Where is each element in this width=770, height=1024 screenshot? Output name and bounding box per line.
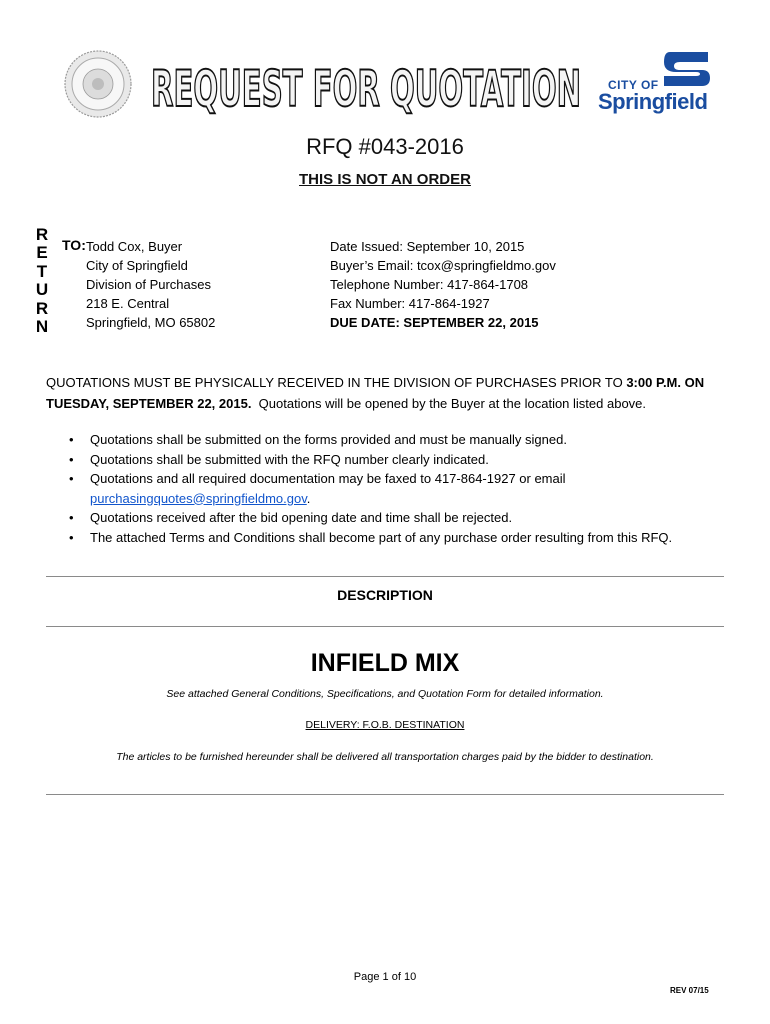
- return-letter: U: [35, 280, 49, 300]
- address-line: Division of Purchases: [86, 277, 211, 292]
- address-line: Todd Cox, Buyer: [86, 239, 183, 254]
- document-title: [148, 58, 584, 118]
- return-letter: R: [35, 225, 49, 244]
- instructions-text: QUOTATIONS MUST BE PHYSICALLY RECEIVED IN THE DIVISION OF PURCHASES PRIOR TO: [46, 375, 627, 390]
- due-date: DUE DATE: SEPTEMBER 22, 2015: [330, 315, 539, 330]
- return-letter: T: [36, 261, 48, 281]
- fax-number: Fax Number: 417-864-1927: [330, 296, 490, 311]
- logo-springfield-text: Springfield: [598, 89, 708, 114]
- logo-city-of-text: CITY OF: [608, 78, 659, 92]
- telephone-number: Telephone Number: 417-864-1708: [330, 277, 529, 292]
- return-letter: N: [35, 317, 49, 337]
- address-line: Springfield, MO 65802: [86, 315, 216, 330]
- list-item-text: Quotations and all required documentation may be faxed to 417-864-1927 or email: [90, 471, 566, 486]
- to-label: TO:: [62, 237, 86, 253]
- requirements-list: [66, 430, 726, 547]
- rfq-number: RFQ #043-2016: [306, 134, 464, 159]
- date-issued: Date Issued: September 10, 2015: [330, 239, 525, 254]
- return-vertical-label: [34, 226, 50, 336]
- divider: [46, 626, 724, 627]
- return-address: [86, 237, 215, 332]
- return-letter: E: [36, 243, 48, 263]
- list-item: • Quotations shall be submitted on the forms provided and must be manually signed.: [66, 430, 726, 450]
- issue-info: [330, 237, 556, 332]
- list-item: • Quotations shall be submitted with the RFQ number clearly indicated.: [66, 450, 726, 470]
- deadline-text: 3:00 P.M. ON TUESDAY, SEPTEMBER 22, 2015.: [46, 375, 705, 411]
- buyer-email: Buyer’s Email: tcox@springfieldmo.gov: [330, 258, 556, 273]
- instructions-text-end: Quotations will be opened by the Buyer at the location listed above.: [251, 396, 647, 411]
- see-attached-note: See attached General Conditions, Specifications, and Quotation Form for detailed information.: [166, 688, 604, 700]
- purchasing-email-link[interactable]: purchasingquotes@springfieldmo.gov: [90, 490, 307, 506]
- return-letter: R: [35, 298, 49, 318]
- address-line: City of Springfield: [86, 258, 188, 273]
- page-number: Page 1 of 10: [353, 971, 417, 983]
- city-seal-icon: [64, 50, 132, 118]
- not-an-order-notice: THIS IS NOT AN ORDER: [299, 171, 471, 188]
- list-item: • The attached Terms and Conditions shall become part of any purchase order resulting from this RFQ.: [66, 528, 726, 548]
- revision-code: REV 07/15: [670, 986, 709, 995]
- description-heading: DESCRIPTION: [337, 587, 433, 603]
- list-item-period: .: [306, 490, 311, 506]
- divider: [46, 794, 724, 795]
- delivery-terms: DELIVERY: F.O.B. DESTINATION: [305, 719, 465, 731]
- list-item: • Quotations received after the bid opening date and time shall be rejected.: [66, 508, 726, 528]
- address-line: 218 E. Central: [86, 296, 170, 311]
- svg-text:REQUEST FOR QUOTATION: REQUEST FOR QUOTATION: [151, 60, 581, 118]
- city-of-springfield-logo: [598, 48, 716, 114]
- list-item: [66, 469, 726, 508]
- submission-instructions: [46, 372, 736, 414]
- transportation-note: The articles to be furnished hereunder shall be delivered all transportation charges paid by the bidder to destination.: [116, 751, 654, 763]
- divider: [46, 576, 724, 577]
- item-title: INFIELD MIX: [310, 649, 460, 677]
